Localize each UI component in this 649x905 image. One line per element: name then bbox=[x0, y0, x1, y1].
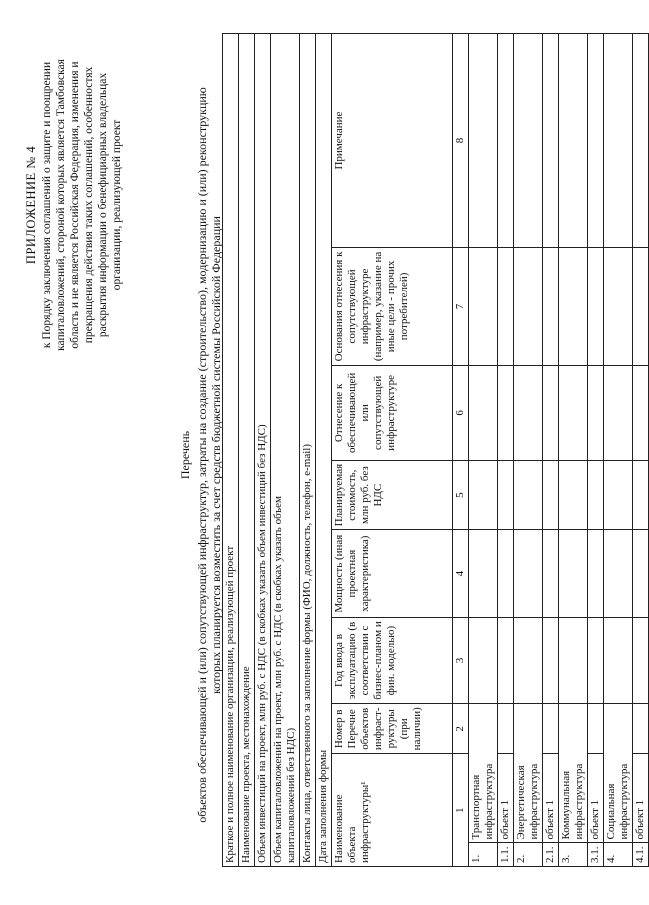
appendix-line: прекращения действия таких соглашений, особенностях bbox=[83, 66, 95, 344]
form-row-line: капиталовложений без НДС) bbox=[285, 727, 297, 863]
appendix-line: капиталовложений, стороной которых является Тамбовская bbox=[55, 59, 67, 351]
column-header: Год ввода в эксплуатацию (в соответствии с бизнес-планом и фин. моделью) bbox=[332, 617, 453, 703]
row-name: Транспортная инфраструктура bbox=[469, 704, 498, 843]
appendix-line: область и не является Российская Федерация, изменения и bbox=[69, 61, 81, 349]
column-header: Примечание bbox=[332, 34, 453, 248]
column-number: 7 bbox=[453, 248, 469, 366]
header-row bbox=[332, 34, 453, 867]
column-number-row bbox=[453, 34, 469, 867]
column-header: Мощность (иная проектная характеристика) bbox=[332, 530, 453, 617]
row-name: объект 1 bbox=[543, 754, 559, 843]
row-index: 1.1. bbox=[498, 843, 514, 867]
column-header: Основания отнесения к сопутствующей инфраструктуре (например, указание на иные цели - прочих потребителей) bbox=[332, 248, 453, 366]
row-index: 4.1. bbox=[633, 843, 649, 867]
row-index: 3.1. bbox=[588, 843, 604, 867]
table-row bbox=[543, 34, 559, 867]
table-row bbox=[604, 34, 633, 867]
form-row bbox=[271, 34, 300, 867]
row-name: Социальная инфраструктура bbox=[604, 704, 633, 843]
table-row bbox=[514, 34, 543, 867]
row-index: 4. bbox=[604, 843, 633, 867]
table-row bbox=[469, 34, 498, 867]
row-index: 3. bbox=[559, 843, 588, 867]
row-index: 1. bbox=[469, 843, 498, 867]
appendix-heading: ПРИЛОЖЕНИЕ № 4 bbox=[24, 145, 38, 265]
appendix-line: организации, реализующей проект bbox=[111, 119, 123, 291]
form-row-line: Объем капиталовложений на проект, млн руб. с НДС (в скобках указать объем bbox=[272, 496, 284, 863]
infrastructure-table bbox=[222, 33, 649, 867]
form-row: Контакты лица, ответственного за заполнение формы (ФИО, должность, телефон, e-mail) bbox=[300, 34, 316, 867]
row-name: Энергетическая инфраструктура bbox=[514, 704, 543, 843]
column-number: 8 bbox=[453, 34, 469, 248]
column-header: Наименование объекта инфраструктуры¹ bbox=[332, 754, 453, 867]
column-header: Номер в Перечне объектов инфраст-руктуры (при наличии) bbox=[332, 704, 453, 754]
table-row bbox=[498, 34, 514, 867]
title-line: объектов обеспечивающей и (или) сопутствующей инфраструктур, затраты на создание (строительство), модернизацию и (или) реконструкцию bbox=[194, 87, 209, 823]
column-number: 1 bbox=[453, 754, 469, 867]
row-name: объект 1 bbox=[588, 754, 604, 843]
form-row: Краткое и полное наименование организации, реализующей проект bbox=[223, 34, 239, 867]
form-row: Дата заполнения формы bbox=[316, 34, 332, 867]
appendix-line: к Порядку заключения соглашений о защите и поощрении bbox=[41, 61, 53, 349]
column-number: 2 bbox=[453, 704, 469, 754]
table-row bbox=[559, 34, 588, 867]
column-number: 6 bbox=[453, 365, 469, 460]
column-header: Отнесение к обеспечивающей или сопутствующей инфраструктуре bbox=[332, 365, 453, 460]
column-number: 5 bbox=[453, 460, 469, 530]
form-row: Наименование проекта, местонахождение bbox=[239, 34, 255, 867]
row-name: Коммунальная инфраструктура bbox=[559, 704, 588, 843]
row-name: объект 1 bbox=[633, 754, 649, 843]
appendix-block bbox=[24, 25, 124, 385]
column-number: 4 bbox=[453, 530, 469, 617]
title-heading: Перечень bbox=[178, 430, 192, 480]
column-number: 3 bbox=[453, 617, 469, 703]
row-index: 2. bbox=[514, 843, 543, 867]
document-title bbox=[178, 45, 224, 865]
form-row: Объем инвестиций на проект, млн руб. с НДС (в скобках указать объем инвестиций без НДС) bbox=[255, 34, 271, 867]
row-index: 2.1. bbox=[543, 843, 559, 867]
column-header: Планируемая стоимость, млн руб. без НДС bbox=[332, 460, 453, 530]
row-name: объект 1 bbox=[498, 754, 514, 843]
table-row bbox=[588, 34, 604, 867]
table-row bbox=[633, 34, 649, 867]
title-line: которых планируется возместить за счет средств бюджетной системы Российской Федерации bbox=[209, 216, 223, 694]
appendix-line: раскрытия информации о бенефициарных владельцах bbox=[97, 72, 109, 338]
